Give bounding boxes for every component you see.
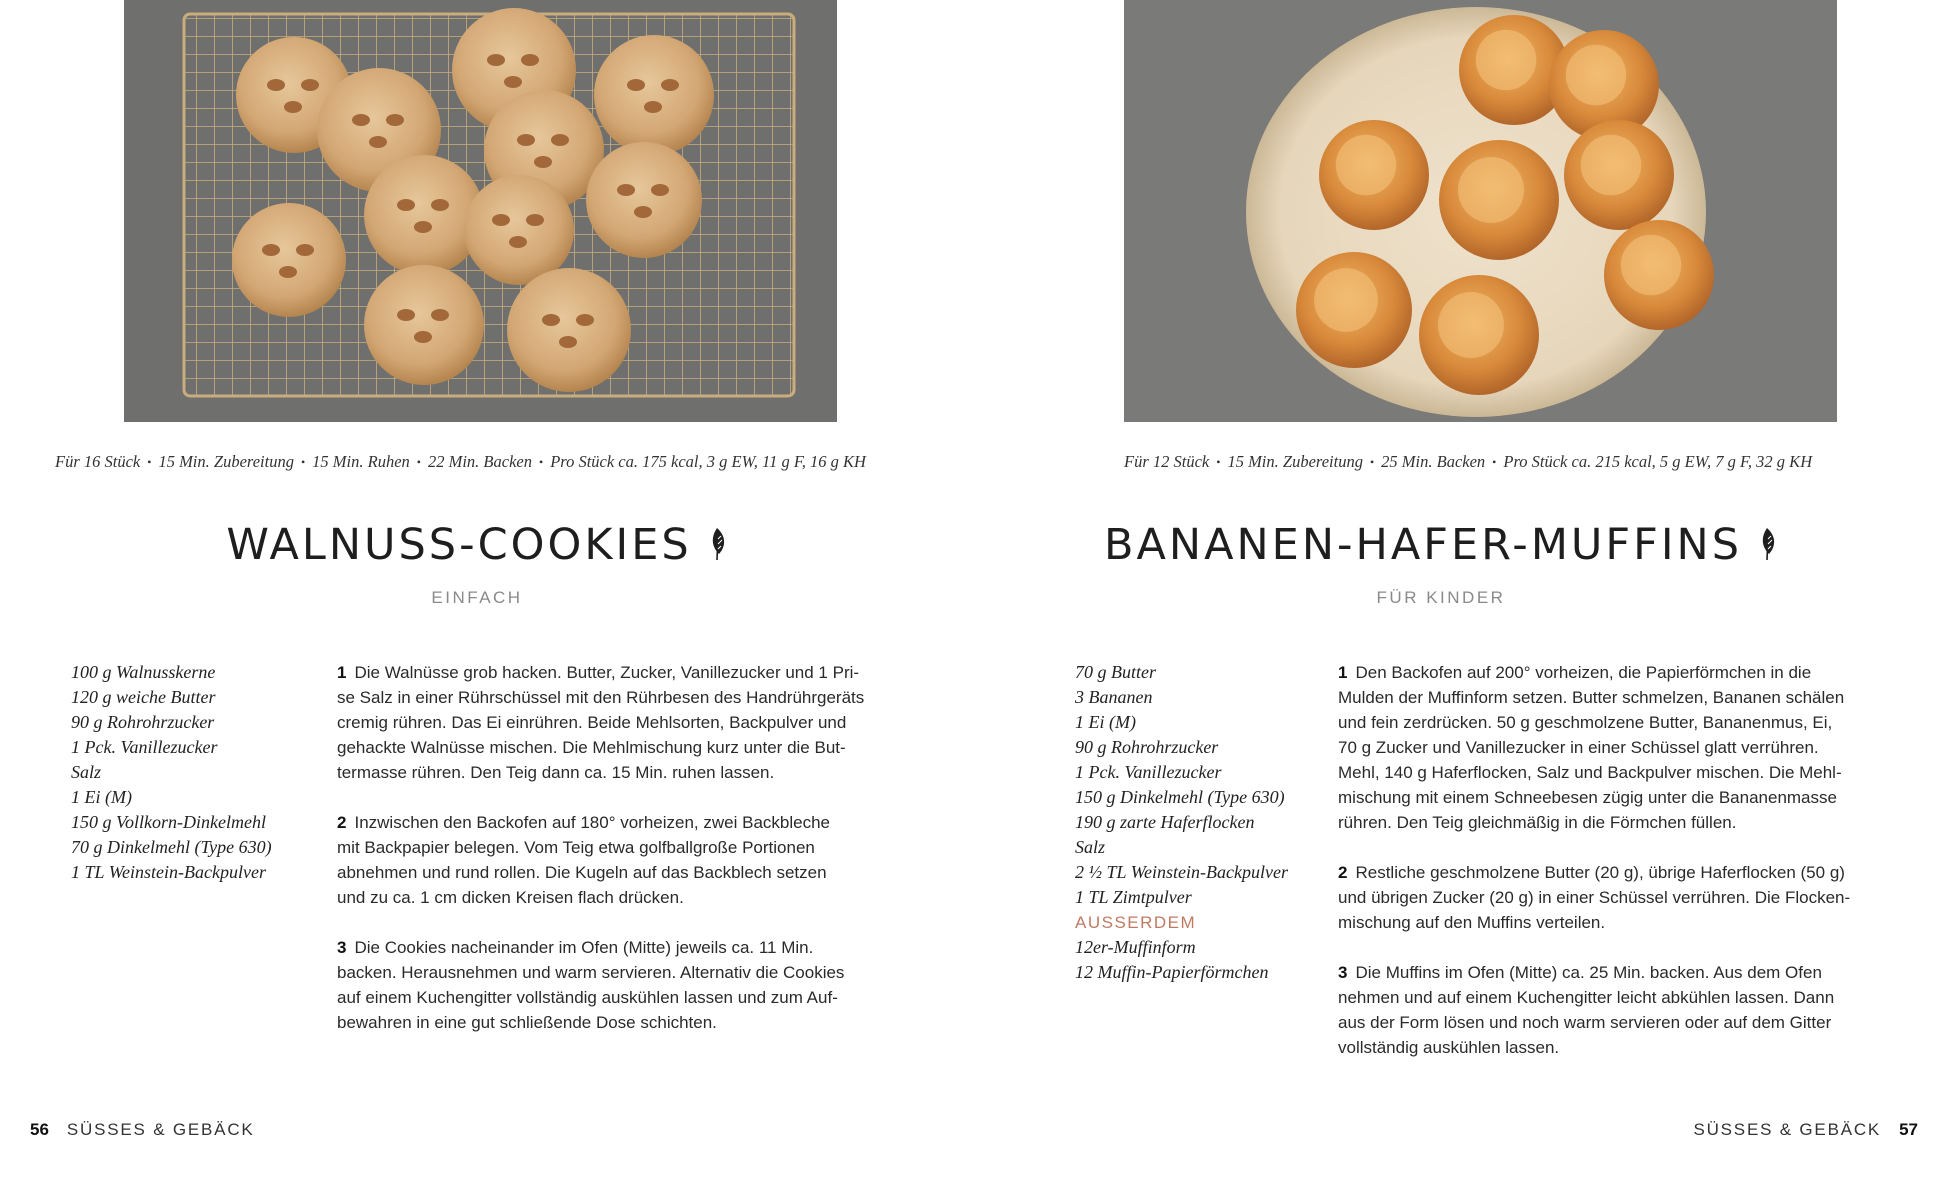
equipment-item: 12 Muffin-Papierförmchen bbox=[1075, 962, 1269, 982]
instruction-step bbox=[1338, 660, 1898, 835]
recipe-audience: FÜR KINDER bbox=[1376, 588, 1506, 607]
instruction-step bbox=[337, 660, 897, 785]
leaf-icon bbox=[706, 527, 728, 561]
step-text: Mulden der Muffinform setzen. Butter schmelzen, Bananen schälen bbox=[1338, 688, 1845, 707]
step-text: mit Backpapier belegen. Vom Teig etwa golfballgroße Portionen bbox=[337, 838, 815, 857]
walnut-piece bbox=[414, 221, 432, 233]
step-text-line bbox=[1338, 660, 1898, 685]
cookies-photo bbox=[124, 0, 837, 422]
equipment-item: 12er-Muffinform bbox=[1075, 937, 1196, 957]
step-text: bewahren in eine gut schließende Dose schichten. bbox=[337, 1013, 717, 1032]
ingredient-item: 150 g Vollkorn-Dinkelmehl bbox=[71, 812, 266, 832]
meta-item: Pro Stück ca. 215 kcal, 5 g EW, 7 g F, 32 g KH bbox=[1503, 452, 1813, 471]
muffin-crumble bbox=[1476, 30, 1537, 91]
step-text-line bbox=[1338, 685, 1898, 710]
step-text: gehackte Walnüsse mischen. Die Mehlmischung kurz unter die But- bbox=[337, 738, 846, 757]
instruction-step bbox=[1338, 960, 1898, 1060]
step-text-line bbox=[337, 960, 897, 985]
meta-item: 15 Min. Zubereitung bbox=[1227, 452, 1363, 471]
section-name: SÜSSES & GEBÄCK bbox=[1693, 1120, 1882, 1139]
cookie-shape bbox=[507, 268, 631, 392]
step-text-line bbox=[337, 735, 897, 760]
meta-item: 15 Min. Ruhen bbox=[312, 452, 410, 471]
step-text-line bbox=[337, 860, 897, 885]
walnut-piece bbox=[521, 54, 539, 66]
step-text-line bbox=[337, 1010, 897, 1035]
ingredient-item: Salz bbox=[71, 762, 102, 782]
walnut-piece bbox=[397, 309, 415, 321]
step-text: Inzwischen den Backofen auf 180° vorheizen, zwei Backbleche bbox=[354, 813, 830, 832]
walnut-piece bbox=[301, 79, 319, 91]
walnut-piece bbox=[509, 236, 527, 248]
extra-equipment-heading: AUSSERDEM bbox=[1075, 913, 1197, 932]
ingredient-list bbox=[71, 660, 272, 885]
walnut-piece bbox=[526, 214, 544, 226]
ingredient-list bbox=[1075, 660, 1288, 985]
meta-item: Für 12 Stück bbox=[1124, 452, 1210, 471]
leaf-icon bbox=[1756, 527, 1778, 561]
muffin-crumble bbox=[1314, 268, 1378, 332]
step-text: nehmen und auf einem Kuchengitter leicht abkühlen lassen. Dann bbox=[1338, 988, 1835, 1007]
step-text-line bbox=[1338, 885, 1898, 910]
walnut-piece bbox=[551, 134, 569, 146]
walnut-piece bbox=[627, 79, 645, 91]
cookie-shape bbox=[232, 203, 346, 317]
step-text-line bbox=[1338, 785, 1898, 810]
step-text: 70 g Zucker und Vanillezucker in einer Schüssel glatt verrühren. bbox=[1338, 738, 1819, 757]
walnut-piece bbox=[644, 101, 662, 113]
instruction-steps bbox=[337, 660, 897, 1060]
step-text-line bbox=[337, 710, 897, 735]
section-name: SÜSSES & GEBÄCK bbox=[66, 1120, 255, 1139]
step-text: auf einem Kuchengitter vollständig auskühlen lassen und zum Auf- bbox=[337, 988, 838, 1007]
ingredient-item: 70 g Dinkelmehl (Type 630) bbox=[71, 837, 272, 857]
step-text: Restliche geschmolzene Butter (20 g), übrige Haferflocken (50 g) bbox=[1355, 863, 1845, 882]
step-text: mischung mit einem Schneebesen zügig unter die Bananenmasse bbox=[1338, 788, 1837, 807]
step-text-line bbox=[1338, 1010, 1898, 1035]
walnut-piece bbox=[414, 331, 432, 343]
ingredient-item: 1 Pck. Vanillezucker bbox=[71, 737, 218, 757]
walnut-piece bbox=[517, 134, 535, 146]
step-text-line bbox=[337, 685, 897, 710]
right-page bbox=[974, 0, 1948, 1181]
step-text-line bbox=[1338, 910, 1898, 935]
walnut-piece bbox=[431, 199, 449, 211]
step-text: vollständig auskühlen lassen. bbox=[1338, 1038, 1560, 1057]
step-text: mischung auf den Muffins verteilen. bbox=[1338, 913, 1606, 932]
instruction-steps bbox=[1338, 660, 1898, 1085]
walnut-piece bbox=[542, 314, 560, 326]
step-text: Die Walnüsse grob hacken. Butter, Zucker, Vanillezucker und 1 Pri- bbox=[354, 663, 860, 682]
step-text: und zu ca. 1 cm dicken Kreisen flach drücken. bbox=[337, 888, 684, 907]
meta-separator: • bbox=[147, 455, 152, 469]
instruction-step bbox=[337, 810, 897, 910]
step-number: 1 bbox=[337, 663, 347, 682]
muffin-crumble bbox=[1566, 45, 1627, 106]
ingredient-item: 150 g Dinkelmehl (Type 630) bbox=[1075, 787, 1285, 807]
walnut-piece bbox=[397, 199, 415, 211]
step-text-line bbox=[337, 810, 897, 835]
muffins-image bbox=[1124, 0, 1837, 422]
muffin-crumble bbox=[1438, 292, 1504, 358]
walnut-piece bbox=[576, 314, 594, 326]
muffin-crumble bbox=[1336, 135, 1397, 196]
step-text: Den Backofen auf 200° vorheizen, die Papierförmchen in die bbox=[1355, 663, 1812, 682]
walnut-piece bbox=[369, 136, 387, 148]
step-text: rühren. Den Teig gleichmäßig in die Förmchen füllen. bbox=[1338, 813, 1737, 832]
walnut-piece bbox=[284, 101, 302, 113]
meta-separator: • bbox=[416, 455, 421, 469]
walnut-piece bbox=[534, 156, 552, 168]
cookie-shape bbox=[364, 155, 484, 275]
recipe-title-text: WALNUSS-COOKIES bbox=[226, 520, 692, 570]
ingredient-item: 1 Ei (M) bbox=[71, 787, 132, 807]
walnut-piece bbox=[492, 214, 510, 226]
ingredient-item: 2 ½ TL Weinstein-Backpulver bbox=[1075, 862, 1288, 882]
muffin-crumble bbox=[1458, 157, 1524, 223]
step-text-line bbox=[1338, 1035, 1898, 1060]
muffin-crumble bbox=[1581, 135, 1642, 196]
walnut-piece bbox=[262, 244, 280, 256]
ingredient-item: 1 Ei (M) bbox=[1075, 712, 1136, 732]
meta-item: 25 Min. Backen bbox=[1381, 452, 1486, 471]
step-text: und übrigen Zucker (20 g) in einer Schüssel verrühren. Die Flocken- bbox=[1338, 888, 1851, 907]
step-text-line bbox=[1338, 960, 1898, 985]
step-text-line bbox=[337, 935, 897, 960]
step-text-line bbox=[337, 760, 897, 785]
step-text-line bbox=[1338, 860, 1898, 885]
ingredient-item: 190 g zarte Haferflocken bbox=[1075, 812, 1255, 832]
cookies-image bbox=[124, 0, 837, 422]
step-text: se Salz in einer Rührschüssel mit den Rührbesen des Handrührgeräts bbox=[337, 688, 865, 707]
step-text: abnehmen und rund rollen. Die Kugeln auf das Backblech setzen bbox=[337, 863, 827, 882]
cookie-shape bbox=[464, 175, 574, 285]
step-text: termasse rühren. Den Teig dann ca. 15 Min. ruhen lassen. bbox=[337, 763, 775, 782]
step-text: cremig rühren. Das Ei einrühren. Beide Mehlsorten, Backpulver und bbox=[337, 713, 847, 732]
muffins-photo bbox=[1124, 0, 1837, 422]
instruction-step bbox=[1338, 860, 1898, 935]
walnut-piece bbox=[279, 266, 297, 278]
recipe-difficulty: EINFACH bbox=[431, 588, 523, 607]
meta-item: 22 Min. Backen bbox=[427, 452, 532, 471]
step-number: 2 bbox=[1338, 863, 1348, 882]
ingredient-item: 1 Pck. Vanillezucker bbox=[1075, 762, 1222, 782]
step-text: backen. Herausnehmen und warm servieren. Alternativ die Cookies bbox=[337, 963, 845, 982]
meta-item: Pro Stück ca. 175 kcal, 3 g EW, 11 g F, 16 g KH bbox=[550, 452, 866, 471]
step-text-line bbox=[337, 835, 897, 860]
step-text: aus der Form lösen und noch warm servieren oder auf dem Gitter bbox=[1338, 1013, 1832, 1032]
step-text-line bbox=[1338, 760, 1898, 785]
ingredient-item: 1 TL Weinstein-Backpulver bbox=[71, 862, 266, 882]
meta-separator: • bbox=[1369, 455, 1375, 469]
meta-separator: • bbox=[300, 455, 306, 469]
meta-separator: • bbox=[1216, 455, 1221, 469]
ingredient-item: 1 TL Zimtpulver bbox=[1075, 887, 1192, 907]
page-number: 57 bbox=[1899, 1120, 1918, 1139]
meta-separator: • bbox=[1492, 455, 1497, 469]
step-text: Die Cookies nacheinander im Ofen (Mitte) jeweils ca. 11 Min. bbox=[354, 938, 814, 957]
walnut-piece bbox=[267, 79, 285, 91]
ingredient-item: Salz bbox=[1075, 837, 1106, 857]
ingredient-item: 100 g Walnusskerne bbox=[71, 662, 216, 682]
step-text-line bbox=[1338, 735, 1898, 760]
ingredient-item: 70 g Butter bbox=[1075, 662, 1156, 682]
walnut-piece bbox=[661, 79, 679, 91]
step-number: 1 bbox=[1338, 663, 1348, 682]
walnut-piece bbox=[617, 184, 635, 196]
page-number: 56 bbox=[30, 1120, 49, 1139]
step-number: 3 bbox=[1338, 963, 1348, 982]
step-number: 3 bbox=[337, 938, 347, 957]
ingredient-item: 120 g weiche Butter bbox=[71, 687, 216, 707]
step-text-line bbox=[1338, 810, 1898, 835]
cookie-shape bbox=[594, 35, 714, 155]
ingredient-item: 3 Bananen bbox=[1075, 687, 1153, 707]
walnut-piece bbox=[296, 244, 314, 256]
step-text-line bbox=[1338, 710, 1898, 735]
page-footer bbox=[30, 1120, 255, 1140]
walnut-piece bbox=[352, 114, 370, 126]
walnut-piece bbox=[651, 184, 669, 196]
recipe-title bbox=[0, 520, 956, 570]
step-text: und fein zerdrücken. 50 g geschmolzene Butter, Bananenmus, Ei, bbox=[1338, 713, 1833, 732]
cookie-shape bbox=[364, 265, 484, 385]
ingredient-item: 90 g Rohrohrzucker bbox=[71, 712, 215, 732]
step-text: Die Muffins im Ofen (Mitte) ca. 25 Min. backen. Aus dem Ofen bbox=[1355, 963, 1822, 982]
page-footer bbox=[1693, 1120, 1918, 1140]
instruction-step bbox=[337, 935, 897, 1035]
step-text-line bbox=[337, 660, 897, 685]
step-text-line bbox=[1338, 985, 1898, 1010]
walnut-piece bbox=[487, 54, 505, 66]
meta-item: Für 16 Stück bbox=[55, 452, 141, 471]
walnut-piece bbox=[431, 309, 449, 321]
ingredient-item: 90 g Rohrohrzucker bbox=[1075, 737, 1219, 757]
walnut-piece bbox=[634, 206, 652, 218]
cookie-shape bbox=[586, 142, 702, 258]
meta-item: 15 Min. Zubereitung bbox=[158, 452, 294, 471]
recipe-meta bbox=[55, 452, 866, 472]
step-text-line bbox=[337, 885, 897, 910]
muffin-crumble bbox=[1621, 235, 1682, 296]
step-text: Mehl, 140 g Haferflocken, Salz und Backpulver mischen. Die Mehl- bbox=[1338, 763, 1842, 782]
recipe-meta bbox=[1124, 452, 1812, 472]
step-text-line bbox=[337, 985, 897, 1010]
meta-separator: • bbox=[538, 455, 544, 469]
recipe-title bbox=[962, 520, 1920, 570]
walnut-piece bbox=[504, 76, 522, 88]
walnut-piece bbox=[386, 114, 404, 126]
step-number: 2 bbox=[337, 813, 347, 832]
recipe-title-text: BANANEN-HAFER-MUFFINS bbox=[1104, 520, 1742, 570]
walnut-piece bbox=[559, 336, 577, 348]
